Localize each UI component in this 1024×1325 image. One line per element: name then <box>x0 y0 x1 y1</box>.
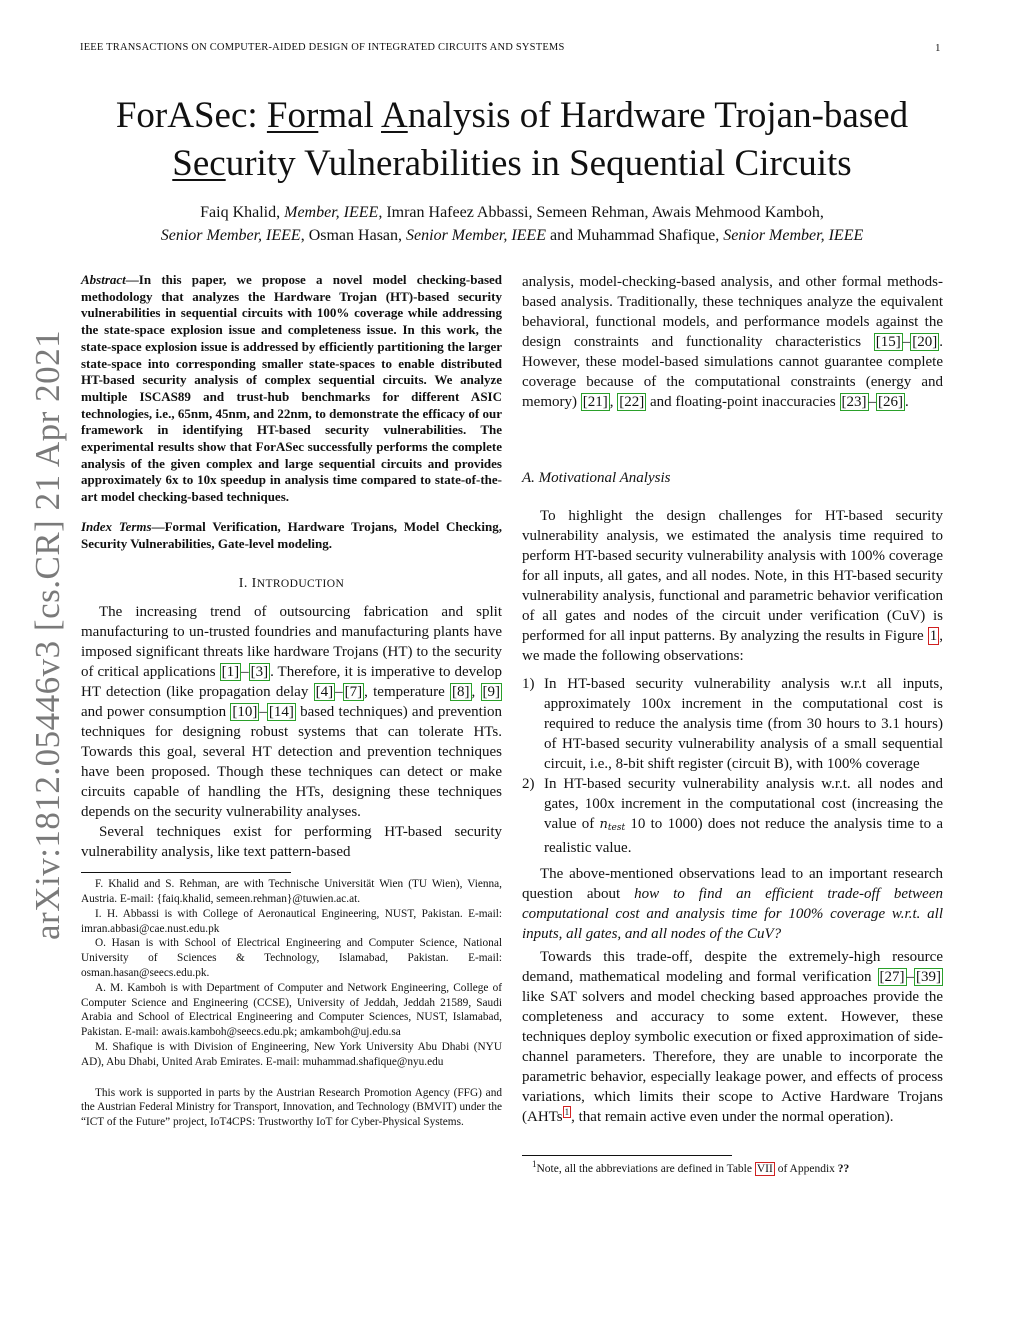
citation-link[interactable]: [20] <box>912 334 938 350</box>
figure-link[interactable]: 1 <box>929 628 938 644</box>
footnote-divider <box>81 872 291 873</box>
affiliation-note: O. Hasan is with School of Electrical Engineering and Computer Science, National University of Sciences & Technology, Islamabad, Pakistan. E-mail: osman.hasan@seecs.edu.pk. <box>81 937 502 980</box>
right-column <box>522 272 943 1177</box>
observations-list <box>522 674 943 858</box>
citation-link[interactable]: [26] <box>878 394 903 410</box>
list-item: 1) In HT-based security vulnerability analysis w.r.t all inputs, approximately 100x increment in the computational cost is required to reduce the analysis time (from 30 hours to 3.1 hours) of HT-based security vulnerability analysis of a small sequential circuit, i.e., 8-bit shift register (circuit B), with 100% coverage <box>522 676 943 772</box>
subsection-heading-motivational-analysis: A. Motivational Analysis <box>522 470 671 486</box>
section-heading-introduction: I. INTRODUCTION <box>238 576 345 592</box>
citation-link[interactable]: [9] <box>482 684 501 701</box>
citation-link[interactable]: [8] <box>452 684 470 701</box>
abbreviation-footnote: $^1$Note, all the abbreviations are defined in Table VII of Appendix ?? <box>532 1159 850 1175</box>
citation-link[interactable]: [1] <box>221 664 240 681</box>
citation-link[interactable]: [39] <box>916 969 941 985</box>
citation-link[interactable]: [4] <box>315 684 334 701</box>
citation-link[interactable]: [7] <box>344 684 363 701</box>
citation-link[interactable]: [10] <box>232 704 258 721</box>
tradeoff-paragraph: Towards this trade-off, despite the extremely-high resource demand, mathematical modeling and formal verification [27] – [39] like SAT solvers and model checking based approaches provide the completeness and accuracy to some extent. However, these techniques deploy symbolic execution or fixed approximation of side-channel parameters. Therefore, they are unable to incorporate the parametric behavior, especially leakage power, and effects of process variations, which limits their scope to Active Hardware Trojans (AHTs $^1$ , that remain active even under the normal operation). <box>522 949 943 1125</box>
list-item: 2) In HT-based security vulnerability analysis w.r.t. all nodes and gates, 100x increment in the computational cost (increasing the value of $n_{test}$ 10 to 1000) does not reduce the analysis time to a realistic value. <box>522 776 943 856</box>
authors-line-1: Faiq Khalid, Member, IEEE, Imran Hafeez Abbassi, Semeen Rehman, Awais Mehmood Kamboh, <box>200 204 824 221</box>
authors-line-2: Senior Member, IEEE, Osman Hasan, Senior Member, IEEE and Muhammad Shafique, Senior Member, IEEE <box>160 227 864 244</box>
arxiv-identifier-stamp: arXiv:1812.05446v3 [cs.CR] 21 Apr 2021 <box>28 329 67 940</box>
title-line-2: Security Vulnerabilities in Sequential Circuits <box>172 143 852 184</box>
running-head: IEEE TRANSACTIONS ON COMPUTER-AIDED DESIGN OF INTEGRATED CIRCUITS AND SYSTEMS <box>80 42 565 53</box>
author-list <box>40 201 984 247</box>
left-column <box>81 272 502 1130</box>
page-number: 1 <box>935 42 941 54</box>
citation-link[interactable]: [23] <box>841 394 867 410</box>
citation-link[interactable]: [27] <box>879 969 905 985</box>
paper-title <box>40 92 984 188</box>
citation-link[interactable]: [3] <box>250 664 269 681</box>
citation-link[interactable]: [21] <box>582 394 608 410</box>
affiliation-note: I. H. Abbassi is with College of Aeronautical Engineering, NUST, Pakistan. E-mail: imran.abbasi@cae.nust.edu.pk <box>81 907 502 935</box>
index-terms: Index Terms—Formal Verification, Hardware Trojans, Model Checking, Security Vulnerabilities, Gate-level modeling. <box>81 518 503 551</box>
footnote-link[interactable]: 1 <box>564 1107 570 1117</box>
affiliation-note: F. Khalid and S. Rehman, are with Technische Universität Wien (TU Wien), Vienna, Austria. E-mail: {faiq.khalid, semeen.rehman}@tuwien.ac.at. <box>81 878 502 906</box>
abstract: Abstract—In this paper, we propose a novel model checking-based methodology that analyzes the Hardware Trojan (HT)-based security vulnerabilities in sequential circuits with 100% coverage while addressing the state-space explosion issue and completeness issue. In this work, the state-space explosion issue is addressed by efficiently partitioning the larger state-space into corresponding smaller state-spaces to enable distributed HT-based security analysis of complex sequential circuits. We analyze multiple ISCAS89 and trust-hub benchmarks for different ASIC technologies, i.e., 65nm, 45nm, and 22nm, to demonstrate the efficacy of our framework in identifying HT-based security vulnerabilities. The experimental results show that ForASec successfully performs the complete analysis of the given complex and large sequential circuits and provides approximately 6x to 10x speedup in analysis time compared to state-of-the-art model checking-based techniques. <box>81 272 502 505</box>
footnote-divider <box>522 1155 732 1156</box>
citation-link[interactable]: [15] <box>875 334 901 350</box>
affiliation-note: A. M. Kamboh is with Department of Computer and Network Engineering, College of Computer Science and Engineering (CCSE), University of Jeddah, Jeddah 21589, Saudi Arabia and School of Electrical Engineering and Computer Sciences, NUST, Islamabad, Pakistan. E-mail: awais.kamboh@seecs.edu.pk; amkamboh@uj.edu.sa <box>81 981 502 1039</box>
intro-paragraph-1: The increasing trend of outsourcing fabrication and split manufacturing to un-trusted foundries and manufacturing plants have imposed significant threats like hardware Trojans (HT) to the security of critical applications [1] – [3] . Therefore, it is imperative to develop HT detection (like propagation delay [4] – [7] , temperature [8] , [9] and power consumption [10] – [14] based techniques) and prevention techniques for designing robust systems that can tolerate HTs. Towards this goal, several HT detection and prevention techniques have been proposed. Though these techniques can detect or make circuits capable of handling the HTs, designing these techniques depends on the security vulnerability analyses. <box>81 604 502 821</box>
intro-paragraph-2: Several techniques exist for performing HT-based security vulnerability analysis, like text pattern-based <box>81 824 502 861</box>
affiliation-note: M. Shafique is with Division of Engineering, New York University Abu Dhabi (NYU AD), Abu Dhabi, United Arab Emirates. E-mail: muhammad.shafique@nyu.edu <box>81 1041 502 1068</box>
continued-paragraph: analysis, model-checking-based analysis, and other formal methods-based analysis. Traditionally, these techniques analyze the equivalent behavioral, functional models, and performance models against the design constraints and functionality characteristics [15] – [20] . However, these model-based simulations cannot guarantee complete coverage because of the computational constraints (energy and memory) [21] , [22] and floating-point inaccuracies [23] – [26] . <box>522 274 943 410</box>
citation-link[interactable]: [14] <box>268 704 294 721</box>
motivation-paragraph: To highlight the design challenges for HT-based security vulnerability analysis, we estimated the analysis time required to perform HT-based security vulnerability analysis with 100% coverage for all inputs, all gates, and all nodes. Note, in this HT-based security vulnerability analysis, functional and parametric behavior verification of all gates and nodes of the circuit under verification (CuV) is performed for all input patterns. By analyzing the results in Figure 1 , we made the following observations: <box>522 508 943 664</box>
funding-note: This work is supported in parts by the Austrian Research Promotion Agency (FFG) and the Austrian Federal Ministry for Transport, Innovation, and Technology (BMVIT) under the “ICT of the Future” project, IoT4CPS: Trustworthy IoT for Cyber-Physical Systems. <box>81 1086 502 1129</box>
citation-link[interactable]: [22] <box>619 394 645 410</box>
title-line-1: ForASec: Formal Analysis of Hardware Trojan-based <box>115 95 909 136</box>
table-link[interactable]: VII <box>756 1163 773 1175</box>
research-question-paragraph: The above-mentioned observations lead to an important research question about how to find an efficient trade-off between computational cost and analysis time for 100% coverage w.r.t. all inputs, all gates, and all nodes of the CuV? <box>522 866 943 942</box>
